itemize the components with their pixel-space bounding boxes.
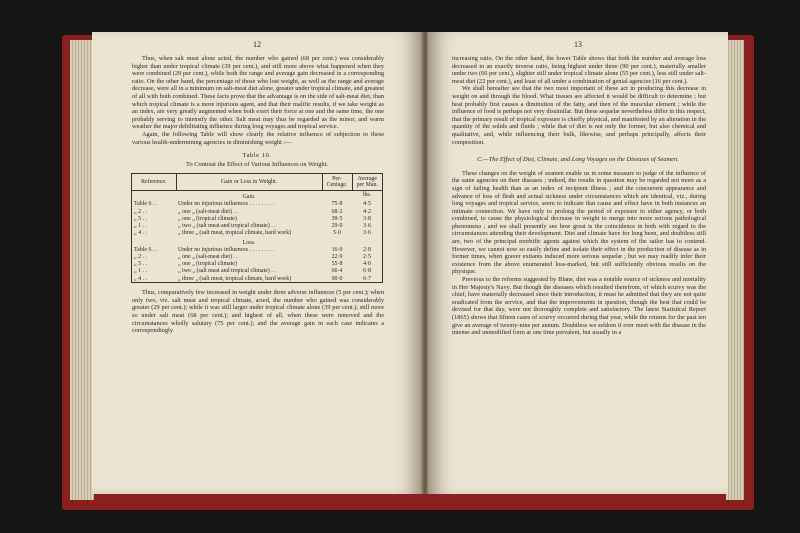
unit-label: lbs. xyxy=(362,191,372,198)
row-average: 3·8 xyxy=(363,215,371,222)
table-row xyxy=(132,261,383,268)
table-header: Average per Man. xyxy=(352,174,383,191)
row-average: 3·6 xyxy=(363,222,371,229)
row-description: „ three „ (salt meat, tropical climate, hard work) xyxy=(178,230,292,237)
row-reference: Table 6 . . xyxy=(134,246,158,253)
row-average: 3·6 xyxy=(363,230,371,237)
row-description: „ two „ (salt meat and tropical climate) . . xyxy=(178,268,276,275)
row-average: 6·7 xyxy=(363,275,371,282)
paragraph: increasing ratio. On the other hand, the lower Table shows that both the number and average loss decreased in an exactly inverse ratio, being highest under three (90 per cent.), materially smaller under two (66 per cent.), slighter still under tropical climate alone (55 per cent.), less still under salt-meat diet (22 per cent.), and least of all under a combination of genial agencies (16 per cent.). xyxy=(452,55,706,85)
row-average: 4·5 xyxy=(363,201,371,208)
row-average: 4·2 xyxy=(363,208,371,215)
table-header: Gain or Loss in Weight. xyxy=(176,174,322,191)
table-row xyxy=(132,222,383,229)
table-subcaption: To Contrast the Effect of Various Influences on Weight. xyxy=(186,161,328,169)
paragraph: Thus, comparatively few increased in weight under three adverse influences (5 per cent.); when only two, viz. salt meat and tropical climate, acted, the number who gained was considerably greater (29 per cent.); while it was still larger under tropical climate alone (39 per cent.); still more so under salt meat (68 per cent.); and highest of all, when these were removed and the circumstances wholly salutary (75 per cent.); and the average gain in each case indicates a correspondingly xyxy=(132,289,384,335)
right-page-edges xyxy=(726,40,744,500)
paragraph: We shall hereafter see that the two most important of these act in producing this decrease in weight on and through the blood. What tissues are affected it would be difficult to determine ; but heat probably first causes a diminution of the fatty, and then of the muscular element ; while the influence of food is perhaps not very dissimilar. But these sequelæ nevertheless differ in this respect, that the primary result of tropical exposure is chiefly physical, and manifested by an alteration in the quantity of the solids and fluids ; while that of diet is not only the former, but also chemical and qualitative, and, while influencing their bulk, likewise, and perhaps principally, affects their composition. xyxy=(452,85,706,146)
weight-table xyxy=(131,173,383,283)
table-row xyxy=(132,229,383,236)
row-percentage: 66·4 xyxy=(331,268,343,275)
table-row xyxy=(132,208,383,215)
row-description: „ one „ (salt-meat diet) . . xyxy=(178,254,238,261)
row-percentage: 16·0 xyxy=(331,246,343,253)
loss-label: Loss. xyxy=(242,239,256,246)
row-percentage: 90·0 xyxy=(331,275,343,282)
table-caption: Table 10. xyxy=(242,152,272,160)
table-row xyxy=(132,201,383,208)
row-description: Under no injurious influences . . . . . . . . . xyxy=(178,246,275,253)
row-reference: Table 6 . . xyxy=(134,201,158,208)
page-number: 12 xyxy=(253,40,261,49)
paragraph: Thus, when salt meat alone acted, the number who gained (68 per cent.) was considerably higher than under tropical climate (39 per cent.), and still more above what happened when they were combined (29 per cent.), while both the range and average gain decreased in a corresponding ratio. On the other hand, the percentage of those who lost weight, as well as the range and average decrease, were all in a minimum on salt-meat diet alone, greater under tropical climate, and greatest of all with both combined. These facts prove that the advantage is on the side of salt-meat diet, than which tropical climate is a more injurious agent, and that their malific results, if we take weight as an index, are very greatly augmented when both exert their force at one and the same time, the one probably serving to intensify the other. Salt meat may thus be regarded as the minor, and warm weather the major debilitating influence during long voyages and tropical service. xyxy=(132,55,384,131)
loss-section-row xyxy=(132,237,383,247)
row-reference: „ 1 . . xyxy=(134,268,147,275)
row-percentage: 55·8 xyxy=(331,261,343,268)
row-average: 4·0 xyxy=(363,261,371,268)
left-page xyxy=(92,32,422,494)
row-percentage: 5·0 xyxy=(333,230,341,237)
row-average: 2·5 xyxy=(363,254,371,261)
table-row xyxy=(132,246,383,253)
row-reference: „ 4 . . xyxy=(134,230,147,237)
row-percentage: 29·0 xyxy=(331,222,343,229)
row-reference: „ 5 . . xyxy=(134,215,147,222)
row-description: „ two „ (salt meat and tropical climate) . . xyxy=(178,222,276,229)
row-average: 6·8 xyxy=(363,268,371,275)
paragraph: Previous to the reforms suggested by Blane, diet was a notable source of sickness and mortality in Her Majesty's Navy. But though the diseases which resulted therefrom, of which scurvy was the chief, have materially decreased since their introduction, it must be admitted that they are not quite eradicated from the service, and that the improvements in question, though the best that could be devised for that day, were not thoroughly complete and satisfactory. The latest Statistical Report (1865) shows that fifteen cases of scurvy occurred during that year, while the returns for the past ten give an average of twenty-nine per annum. Doubtless we seldom if ever meet with the disease in the intense and unmodified form at one time prevalent, but usually in a xyxy=(452,276,706,337)
table-row xyxy=(132,253,383,260)
left-page-edges xyxy=(70,40,94,500)
row-reference: „ 2 . . xyxy=(134,208,147,215)
row-percentage: 68·2 xyxy=(331,208,343,215)
row-average: 2·8 xyxy=(363,246,371,253)
row-percentage: 75·8 xyxy=(331,201,343,208)
right-page xyxy=(428,32,728,494)
paragraph: Again, the following Table will show clearly the relative influence of subjection to these various health-undermining agencies in diminishing weight :— xyxy=(132,130,384,146)
section-heading: C.—The Effect of Diet, Climate, and Long Voyages on the Diseases of Seamen. xyxy=(477,156,679,164)
row-description: „ one „ (tropical climate) xyxy=(178,215,237,222)
row-reference: „ 1 . . xyxy=(134,222,147,229)
row-description: „ three „ (salt meat, tropical climate, hard work) xyxy=(178,275,292,282)
row-reference: „ 5 . . xyxy=(134,261,147,268)
table-body xyxy=(132,191,383,283)
row-percentage: 39·5 xyxy=(331,215,343,222)
table-header: Reference. xyxy=(132,174,177,191)
row-reference: „ 2 . . xyxy=(134,254,147,261)
page-number: 13 xyxy=(574,40,582,49)
row-description: Under no injurious influences . . . . . . . . . xyxy=(178,201,275,208)
table-row xyxy=(132,275,383,283)
row-description: „ one „ (tropical climate) xyxy=(178,261,237,268)
table-header: Per-Centage. xyxy=(322,174,352,191)
paragraph: These changes on the weight of seamen enable us in some measure to judge of the influence of the same agencies on their diseases ; indeed, the results in question may be regarded not more as a sign of failing health than as an index of incipient illness ; and the concurrent appearance and advance of loss of flesh and actual sickness under circumstances which are identical, viz., during long voyages and tropical service, seem to indicate that cause and effect have in both instances an intimate connection. We have only to prolong the period of exposure to either agency, or both combined, to cause the physiological decrease in weight to merge into more serious pathological phenomena ; and we shall presently see how great is the coincidence in both with regard to the circumstances attending their development. Diet and climate have for long been, and doubtless still are, two of the principal morbific agents against which the system of the sailor has to contend. However, we cannot now so easily define and isolate their effect in the production of disease as in former times, when graver exitants induced more serious sequelæ ; but we may readily infer their existence from the above enumerated loss-marked, but still sufficiently obvious results on the physique. xyxy=(452,169,706,276)
row-description: „ one „ (salt-meat diet) . . xyxy=(178,208,238,215)
table-row xyxy=(132,268,383,275)
row-reference: „ 4 . . xyxy=(134,275,147,282)
row-percentage: 22·9 xyxy=(331,254,343,261)
gain-label: Gain. xyxy=(242,194,256,201)
table-row xyxy=(132,215,383,222)
